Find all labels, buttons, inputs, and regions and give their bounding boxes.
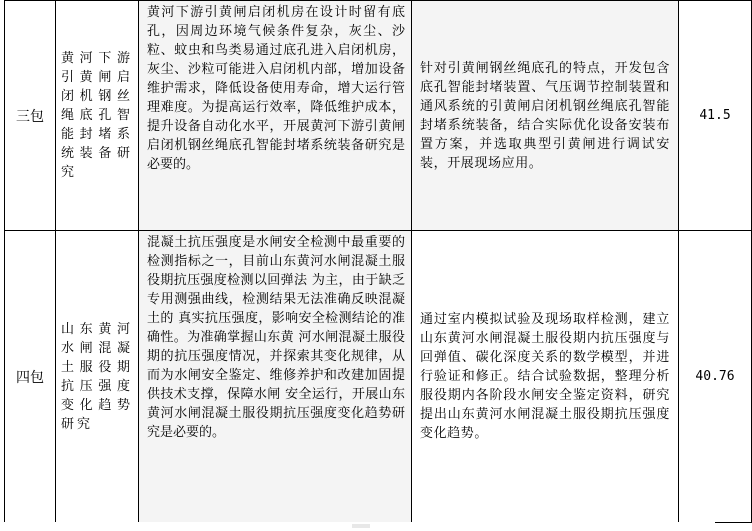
background-cell: 黄河下游引黄闸启闭机房在设计时留有底孔，因周边环境气候条件复杂，灰尘、沙粒、蚊虫和鸟类易通过底孔进入启闭机房，灰尘、沙粒可能进入启闭机内部，增加设备维护需求，降低设备使用寿命，增大运行管理难度。为提高运行效率，降低维护成本，提升设备自动化水平，开展黄河下游引黄闸启闭机钢丝绳底孔智能封堵系统装备研究是必要的。 (139, 1, 412, 231)
background-cell: 混凝土抗压强度是水闸安全检测中最重要的检测指标之一，目前山东黄河水闸混凝土服役期抗压强度检测以回弹法 为主，由于缺乏专用测强曲线，检测结果无法准确反映混凝土的 真实抗压强度，影响安全检测结论的准确性。为准确掌握山东黄 河水闸混凝土服役期的抗压强度情况，并探索其变化规律，从而为水闸安全鉴定、维修养护和改建加固提供技术支撑，保障水闸 安全运行，开展山东黄河水闸混凝土服役期抗压强度变化趋势研 究是必要的。 (139, 231, 412, 523)
project-title-cell: 山东黄河水闸混凝土服役期抗压强度变化趋势研究 (56, 231, 139, 523)
project-table (4, 0, 752, 523)
project-title-cell: 黄河下游引黄闸启闭机钢丝绳底孔智能封堵系统装备研究 (56, 1, 139, 231)
table-row (5, 1, 752, 231)
table-row (5, 231, 752, 523)
package-cell: 四包 (5, 231, 56, 523)
page-marker (352, 524, 370, 528)
package-cell: 三包 (5, 1, 56, 231)
amount-cell: 41.5 (679, 1, 752, 231)
content-cell: 通过室内模拟试验及现场取样检测，建立山东黄河水闸混凝土服役期内抗压强度与回弹值、碳化深度关系的数学模型，并进行验证和修正。结合试验数据，整理分析服役期内各阶段水闸安全鉴定资料，研究提出山东黄河水闸混凝土服役期抗压强度变化趋势。 (412, 231, 679, 523)
amount-cell: 40.76 (679, 231, 752, 523)
content-cell: 针对引黄闸钢丝绳底孔的特点，开发包含底孔智能封堵装置、气压调节控制装置和通风系统的引黄闸启闭机钢丝绳底孔智能封堵系统装备，结合实际优化设备安装布置方案，并选取典型引黄闸进行调试安装，开展现场应用。 (412, 1, 679, 231)
